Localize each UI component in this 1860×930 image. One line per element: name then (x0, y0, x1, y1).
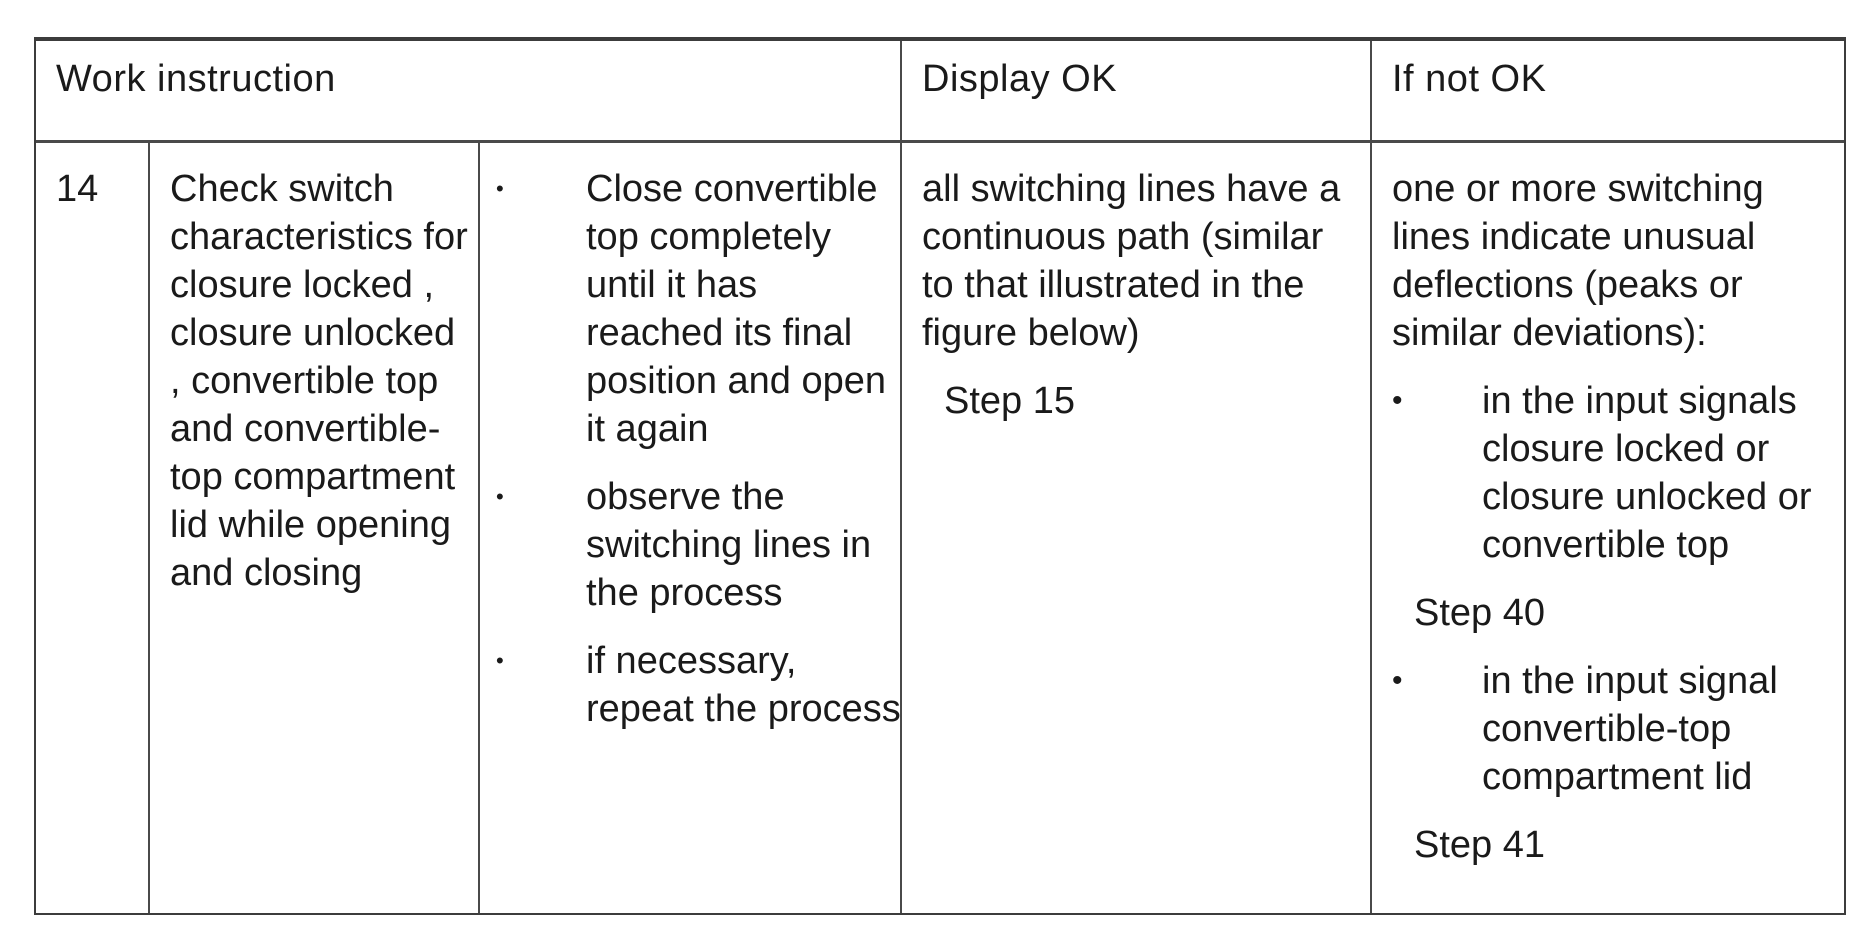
case-step: Step 40 (1414, 592, 1545, 634)
bullet-icon: • (1392, 664, 1403, 697)
display-ok-cell (922, 165, 1362, 445)
action-text: if necessary, repeat the process (586, 640, 901, 730)
case-text: in the input signals closure locked or closure unlocked or convertible top (1482, 380, 1812, 566)
work-instruction-table (34, 37, 1846, 915)
column-divider (148, 143, 150, 913)
column-divider (1370, 41, 1372, 913)
display-ok-step: Step 15 (944, 380, 1075, 422)
list-item (496, 637, 901, 733)
action-list (496, 165, 901, 753)
header-if-not-ok: If not OK (1392, 58, 1547, 100)
step-number: 14 (56, 168, 99, 210)
list-item (496, 473, 901, 617)
bullet-icon: • (496, 484, 504, 509)
action-text: Close convertible top completely until it has reached its final position and open it again (586, 168, 887, 450)
display-ok-text: all switching lines have a continuous path (similar to that illustrated in the figure below) (922, 168, 1341, 354)
list-item (1392, 377, 1842, 569)
header-work-instruction: Work instruction (56, 58, 336, 100)
bullet-icon: • (496, 648, 504, 673)
bullet-icon: • (496, 176, 504, 201)
bullet-icon: • (1392, 384, 1403, 417)
list-item (496, 165, 901, 453)
case-step: Step 41 (1414, 824, 1545, 866)
list-item (1392, 657, 1842, 801)
action-text: observe the switching lines in the process (586, 476, 872, 614)
header-display-ok: Display OK (922, 58, 1118, 100)
if-not-ok-cell (1392, 165, 1842, 889)
table-header-row (36, 41, 1844, 143)
task-description: Check switch characteristics for closure locked , closure unlocked , convertible top and convertible-top compartment lid while opening and closing (170, 168, 468, 594)
column-divider (478, 143, 480, 913)
if-not-ok-intro: one or more switching lines indicate unusual deflections (peaks or similar deviations): (1392, 168, 1764, 354)
case-text: in the input signal convertible-top compartment lid (1482, 660, 1778, 798)
